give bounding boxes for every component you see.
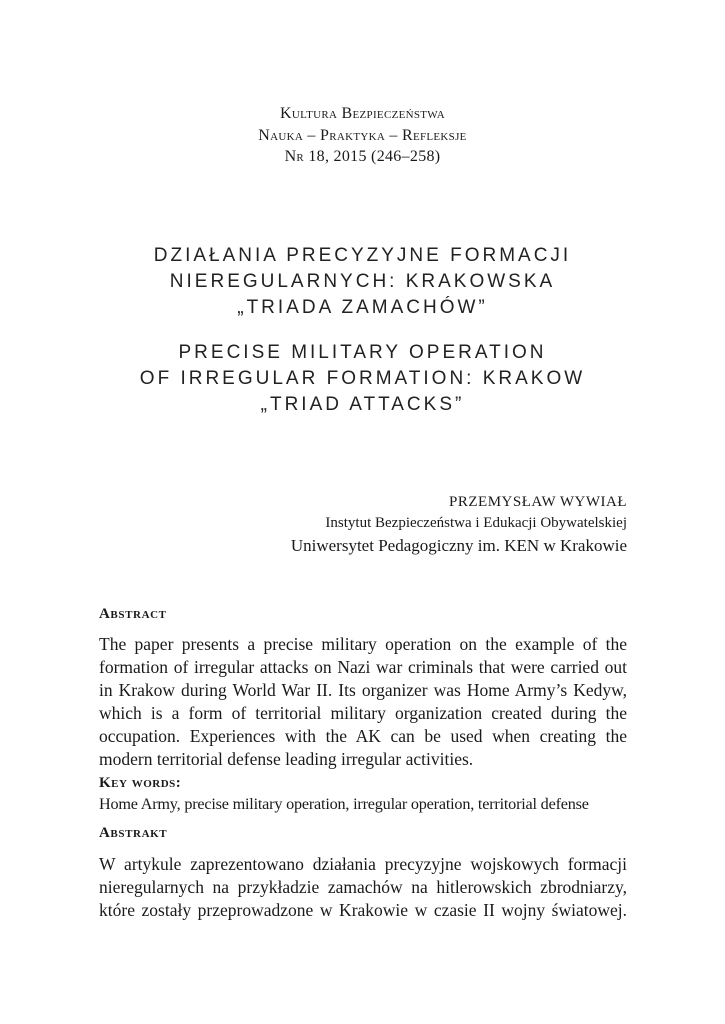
keywords-heading: Key words:: [99, 775, 182, 791]
author-university: Uniwersytet Pedagogiczny im. KEN w Krakowie: [290, 536, 627, 555]
author-name: PRZEMYSŁAW WYWIAŁ: [449, 494, 627, 510]
author-institute: Instytut Bezpieczeństwa i Edukacji Obywatelskiej: [325, 515, 627, 531]
abstract-section: [99, 604, 627, 815]
title-polish: [0, 243, 725, 321]
title-english-line: „TRIAD ATTACKS”: [260, 394, 465, 415]
title-english-line: OF IRREGULAR FORMATION: KRAKOW: [139, 368, 586, 389]
journal-name: Kultura Bezpieczeństwa: [279, 105, 446, 122]
abstract-heading: Abstract: [99, 606, 167, 622]
journal-header: [0, 103, 725, 168]
journal-issue-prefix: Nr: [284, 148, 305, 165]
author-block: [291, 492, 627, 558]
title-english-line: PRECISE MILITARY OPERATION: [178, 342, 547, 363]
abstrakt-section: [99, 823, 627, 922]
title-polish-line: NIEREGULARNYCH: KRAKOWSKA: [169, 271, 556, 292]
abstrakt-text: W artykule zaprezentowano działania precyzyjne wojskowych formacji nieregularnych na przykładzie zamachów na hitlerowskich zbrodniarzy, które zostały przeprowadzone w Krakowie w czasie II wojny światowej.: [99, 854, 627, 920]
journal-subtitle: Nauka – Praktyka – Refleksje: [258, 126, 467, 144]
journal-issue: [0, 146, 725, 168]
keywords-text: Home Army, precise military operation, irregular operation, territorial defense: [99, 795, 589, 813]
journal-issue-details: 18, 2015 (246–258): [304, 148, 441, 165]
title-polish-line: „TRIADA ZAMACHÓW”: [237, 297, 488, 318]
abstrakt-heading: Abstrakt: [99, 825, 168, 841]
title-english: [0, 340, 725, 418]
title-polish-line: DZIAŁANIA PRECYZYJNE FORMACJI: [153, 245, 572, 266]
abstract-text: The paper presents a precise military operation on the example of the formation of irregular attacks on Nazi war criminals that were carried out in Krakow during World War II. Its organizer was Home Army’s Kedyw, which is a form of territorial military organization created during the occupation. Experiences with the AK can be used when creating the modern territorial defense leading irregular activities.: [99, 634, 627, 769]
